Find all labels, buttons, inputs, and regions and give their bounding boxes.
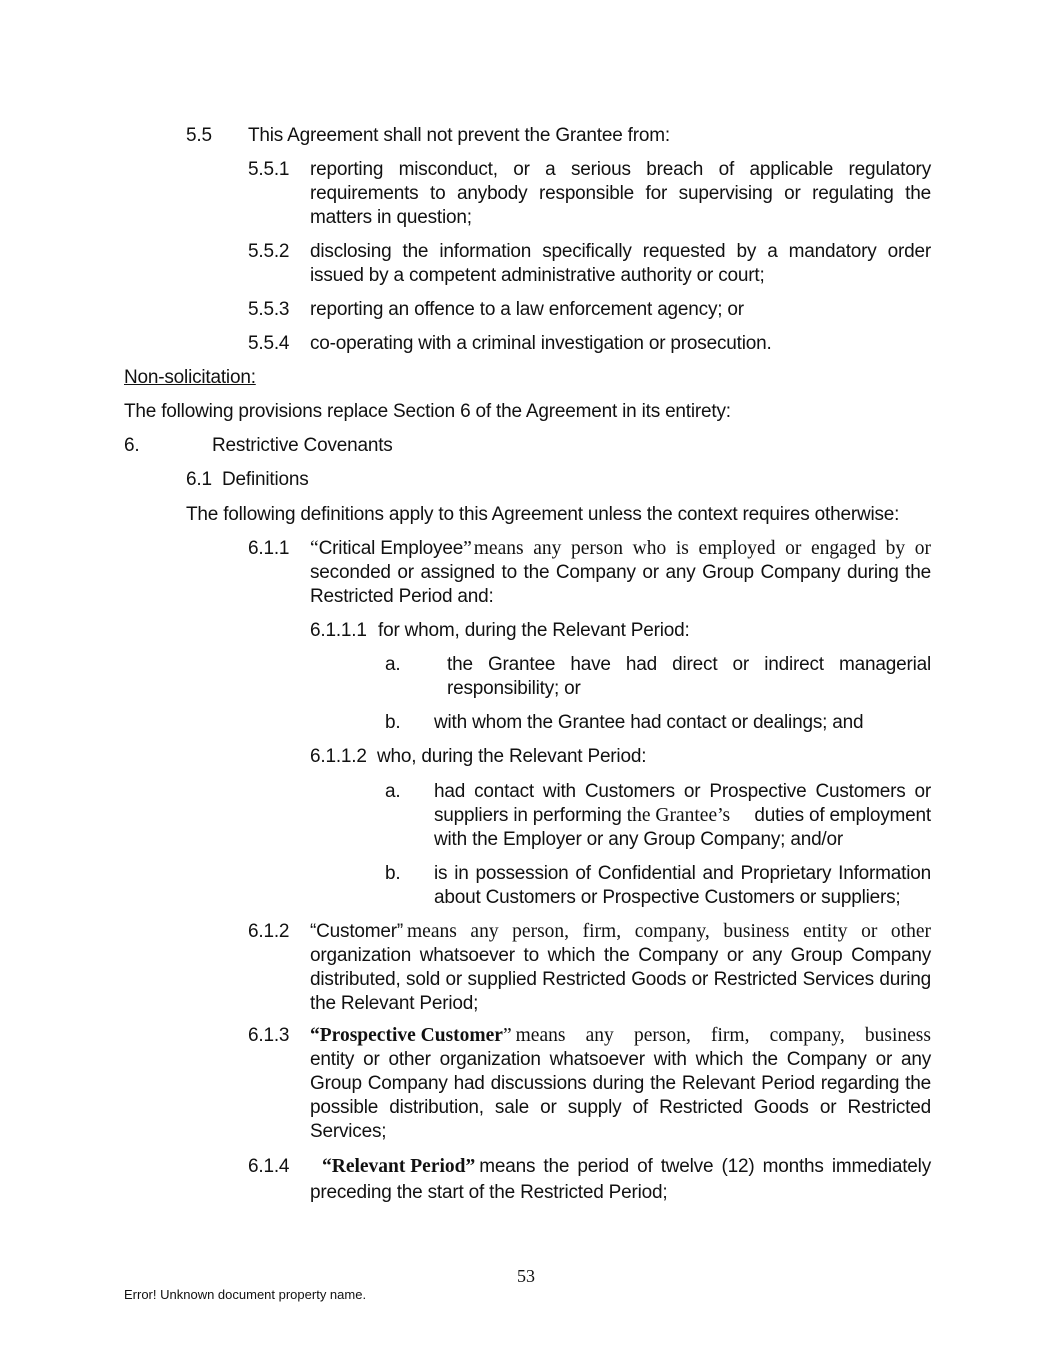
intro-paragraph: The following provisions replace Section 6 of the Agreement in its entirety:	[124, 401, 731, 422]
definition-term: “Relevant Period”	[322, 1156, 476, 1177]
item-line: responsibility; or	[447, 678, 581, 699]
subclause-line: disclosing the information specifically requested by a mandatory order	[310, 241, 931, 262]
item-line: with the Employer or any Group Company; and/or	[434, 829, 844, 850]
definition-line: the Relevant Period;	[310, 993, 479, 1014]
clause-number: 6.1	[186, 469, 212, 490]
clause-title: Definitions	[222, 469, 309, 490]
definition-first-line	[310, 1024, 931, 1048]
subclause-line: matters in question;	[310, 207, 472, 228]
definition-line: preceding the start of the Restricted Period;	[310, 1182, 668, 1203]
definition-number: 6.1.4	[248, 1156, 290, 1177]
subdefinition-number: 6.1.1.2	[310, 746, 367, 767]
definition-line: Services;	[310, 1121, 387, 1142]
item-line-part: the Grantee’s	[626, 805, 731, 826]
subclause-line: reporting misconduct, or a serious breach of applicable regulatory	[310, 159, 931, 180]
definition-line: distributed, sold or supplied Restricted Goods or Restricted Services during	[310, 969, 931, 990]
subclause-number: 5.5.3	[248, 299, 290, 320]
item-label: a.	[385, 654, 401, 675]
definition-text: means any person who is employed or engaged by or	[473, 538, 931, 559]
item-label: b.	[385, 863, 401, 884]
clause-number: 5.5	[186, 125, 212, 146]
definition-text: means any person, firm, company, business	[515, 1025, 931, 1046]
clause-text: This Agreement shall not prevent the Grantee from:	[248, 125, 670, 146]
section-title: Restrictive Covenants	[212, 435, 393, 456]
subclause-number: 5.5.2	[248, 241, 290, 262]
subdefinition-text: who, during the Relevant Period:	[377, 746, 647, 767]
item-line: the Grantee have had direct or indirect managerial	[447, 654, 931, 675]
definition-first-line	[322, 1155, 931, 1179]
item-line-part: suppliers in performing	[434, 805, 627, 826]
subclause-line: reporting an offence to a law enforcement agency; or	[310, 299, 744, 320]
subclause-number: 5.5.1	[248, 159, 290, 180]
definition-first-line	[310, 537, 931, 561]
footer-field-error: Error! Unknown document property name.	[124, 1287, 367, 1302]
definition-line: Group Company had discussions during the Relevant Period regarding the	[310, 1073, 931, 1094]
definition-number: 6.1.2	[248, 921, 290, 942]
page-number: 53	[517, 1266, 535, 1286]
definition-term: “Prospective Customer	[310, 1025, 503, 1046]
subdefinition-number: 6.1.1.1	[310, 620, 367, 641]
subclause-line: requirements to anybody responsible for supervising or regulating the	[310, 183, 931, 204]
subclause-line: co-operating with a criminal investigation or prosecution.	[310, 333, 772, 354]
definitions-intro: The following definitions apply to this Agreement unless the context requires otherwise:	[186, 504, 900, 525]
item-label: a.	[385, 781, 401, 802]
item-line	[434, 804, 931, 828]
definition-line: seconded or assigned to the Company or any Group Company during the	[310, 562, 931, 583]
definition-term: “Critical Employee”	[310, 538, 472, 559]
definition-first-line	[310, 920, 931, 944]
term-text: Critical Employee	[318, 538, 464, 559]
item-line-part: duties of employment	[749, 805, 931, 826]
item-line: about Customers or Prospective Customers or suppliers;	[434, 887, 901, 908]
definition-line: Restricted Period and:	[310, 586, 494, 607]
definition-line: possible distribution, sale or supply of Restricted Goods or Restricted	[310, 1097, 931, 1118]
definition-number: 6.1.1	[248, 538, 290, 559]
item-line: had contact with Customers or Prospective Customers or	[434, 781, 931, 802]
subclause-line: issued by a competent administrative authority or court;	[310, 265, 765, 286]
definition-number: 6.1.3	[248, 1025, 290, 1046]
item-line: with whom the Grantee had contact or dealings; and	[434, 712, 864, 733]
definition-term-quote: ”	[502, 1025, 512, 1046]
definition-term: “Customer”	[310, 921, 404, 942]
item-line: is in possession of Confidential and Proprietary Information	[434, 863, 931, 884]
section-heading: Non-solicitation:	[124, 367, 256, 388]
definition-line: organization whatsoever to which the Company or any Group Company	[310, 945, 931, 966]
section-number: 6.	[124, 435, 140, 456]
item-label: b.	[385, 712, 401, 733]
subclause-number: 5.5.4	[248, 333, 290, 354]
definition-line: entity or other organization whatsoever with which the Company or any	[310, 1049, 931, 1070]
definition-text: means the period of twelve (12) months immediately	[479, 1156, 931, 1177]
subdefinition-text: for whom, during the Relevant Period:	[378, 620, 690, 641]
definition-text: means any person, firm, company, business entity or other	[407, 921, 931, 942]
